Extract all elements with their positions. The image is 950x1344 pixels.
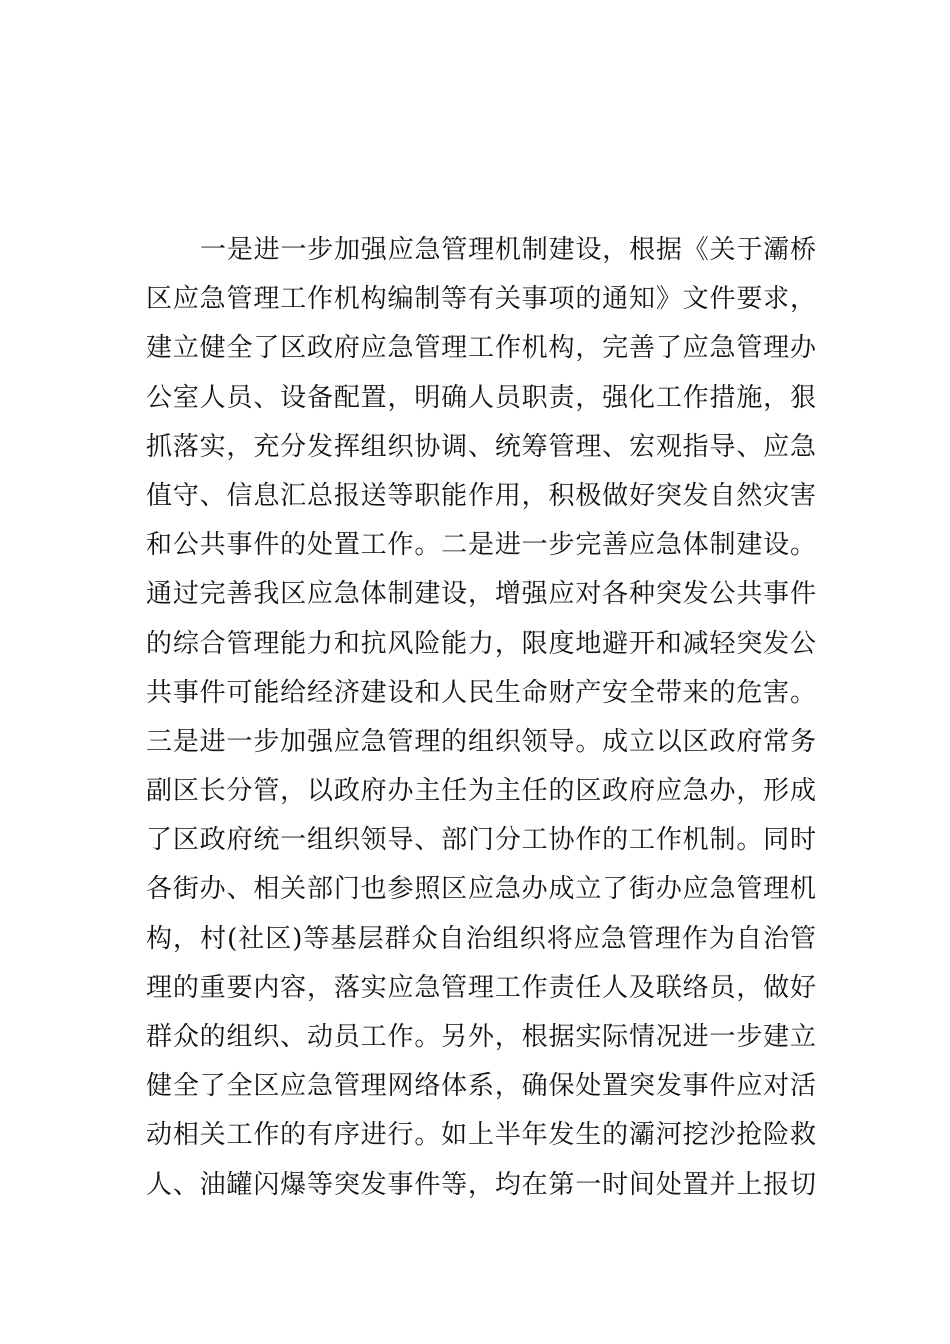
body-paragraph [146,226,816,1210]
text-line: 理的重要内容，落实应急管理工作责任人及联络员，做好 [146,972,816,1003]
text-line: 抓落实，充分发挥组织协调、统筹管理、宏观指导、应急 [146,431,816,462]
text-line: 区应急管理工作机构编制等有关事项的通知》文件要求， [146,284,816,315]
text-line: 通过完善我区应急体制建设，增强应对各种突发公共事件 [146,579,816,610]
text-line: 和公共事件的处置工作。二是进一步完善应急体制建设。 [146,530,816,561]
text-line: 了区政府统一组织领导、部门分工协作的工作机制。同时 [146,825,816,856]
text-line: 值守、信息汇总报送等职能作用，积极做好突发自然灾害 [146,480,816,511]
text-line: 建立健全了区政府应急管理工作机构，完善了应急管理办 [146,333,816,364]
text-line: 构，村(社区)等基层群众自治组织将应急管理作为自治管 [146,923,816,954]
text-line: 公室人员、设备配置，明确人员职责，强化工作措施，狠 [146,382,816,413]
text-line: 副区长分管，以政府办主任为主任的区政府应急办，形成 [146,776,816,807]
text-line: 动相关工作的有序进行。如上半年发生的灞河挖沙抢险救 [146,1120,816,1151]
text-line: 三是进一步加强应急管理的组织领导。成立以区政府常务 [146,726,816,757]
text-line: 一是进一步加强应急管理机制建设，根据《关于灞桥 [200,235,816,265]
text-line: 共事件可能给经济建设和人民生命财产安全带来的危害。 [146,677,816,708]
text-line: 人、油罐闪爆等突发事件等，均在第一时间处置并上报切 [146,1169,816,1200]
text-line: 各街办、相关部门也参照区应急办成立了街办应急管理机 [146,874,816,905]
text-line: 的综合管理能力和抗风险能力，限度地避开和减轻突发公 [146,628,816,659]
text-line: 健全了全区应急管理网络体系，确保处置突发事件应对活 [146,1071,816,1102]
text-line: 群众的组织、动员工作。另外，根据实际情况进一步建立 [146,1022,816,1052]
